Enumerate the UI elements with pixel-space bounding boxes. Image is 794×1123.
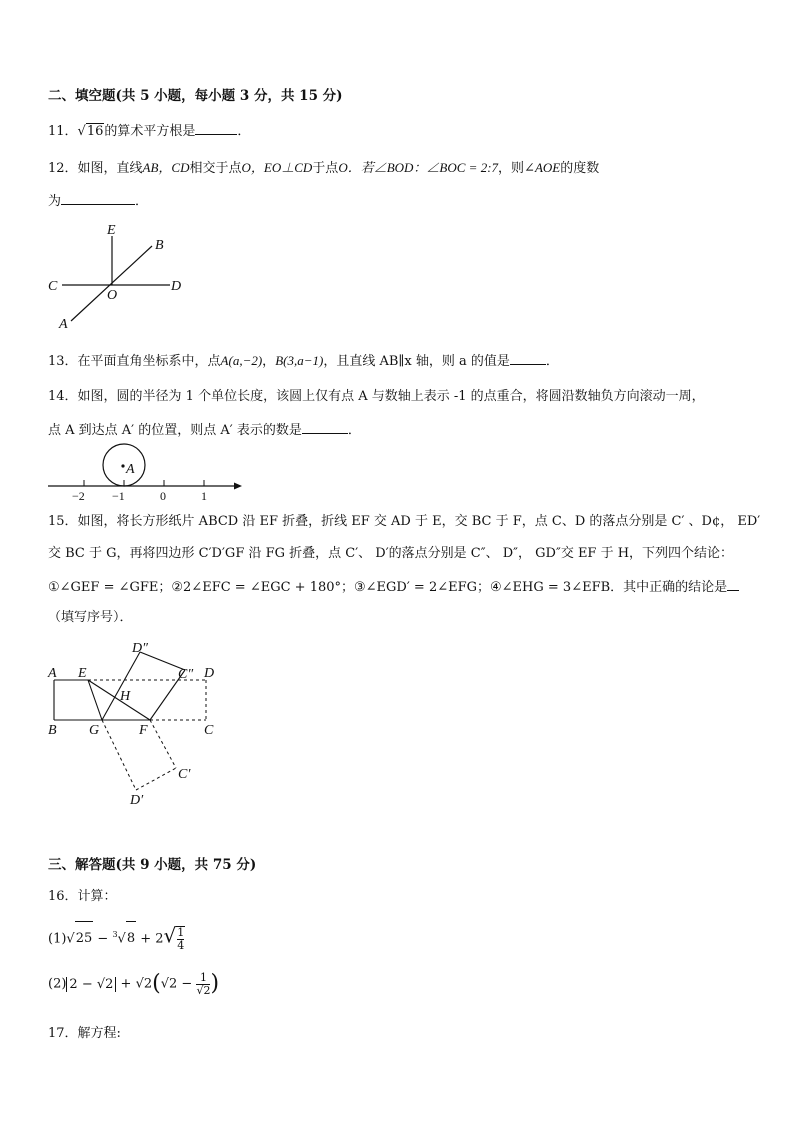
q13-point-b: B(3,a−1) — [275, 353, 324, 368]
cube-index: 3 — [112, 930, 118, 939]
tick-label-0: 0 — [160, 489, 166, 503]
answer-blank[interactable] — [61, 192, 135, 205]
label-d2: D″ — [132, 641, 148, 656]
label-d: D — [204, 666, 215, 681]
q13-text: 13．在平面直角坐标系中，点 — [48, 354, 221, 369]
sqrt-symbol: √ — [77, 124, 86, 139]
part-label: (1) — [48, 931, 67, 947]
answer-blank[interactable] — [727, 578, 739, 591]
question-17-title: 17．解方程: — [48, 1026, 121, 1041]
label-e: E — [78, 666, 87, 681]
q11-number: 11． — [48, 124, 78, 139]
label-c: C — [48, 279, 58, 294]
q15-conclusions: ①∠GEF = ∠GFE；②2∠EFC = ∠EGC + 180°；③∠EGD′ = 2∠EFG；④∠EHG = 3∠EFB．其中正确的结论是 — [48, 580, 728, 595]
answer-blank[interactable] — [510, 352, 546, 365]
q12-wei: 为 — [48, 194, 62, 209]
q11-text: 的算术平方根是 — [104, 124, 196, 139]
label-c: C — [204, 723, 214, 738]
question-16-title: 16．计算： — [48, 889, 117, 904]
q11-radicand: 16 — [86, 124, 104, 139]
question-15-line4: （填写序号）． — [48, 610, 133, 625]
question-14-line1: 14．如图，圆的半径为 1 个单位长度，该圆上仅有点 A 与数轴上表示 -1 的点重合，将圆沿数轴负方向滚动一周， — [48, 389, 705, 404]
label-h: H — [120, 689, 131, 704]
sqrt-symbol: √ — [117, 931, 126, 947]
label-b: B — [155, 238, 164, 253]
fraction-one-over-sqrt2: $\frac{1}{√2}$ — [196, 970, 211, 997]
question-15-line1: 15．如图，将长方形纸片 ABCD 沿 EF 折叠，折线 EF 交 AD 于 E，交 BC 于 F，点 C、D 的落点分别是 C′ 、D¢， ED′ — [48, 514, 761, 529]
sqrt-symbol: √ — [66, 931, 75, 947]
right-paren: ) — [210, 971, 220, 996]
q12-ratio: O．若∠BOD：∠BOC = 2:7 — [338, 160, 499, 175]
label-a: A — [48, 666, 57, 681]
q12-point: O， — [241, 160, 264, 175]
tick-label-1: 1 — [201, 489, 207, 503]
sqrt-symbol: √ — [163, 923, 177, 948]
answer-blank[interactable] — [195, 122, 237, 135]
label-c2: C″ — [178, 667, 194, 682]
q12-text4: 的度数 — [560, 161, 600, 176]
q14-number-line-figure — [40, 442, 250, 504]
fraction-quarter: $\frac{1}{4}$ — [177, 925, 185, 952]
plus-two: + 2 — [136, 931, 164, 947]
absolute-value: 2 − √2 — [66, 977, 116, 992]
label-c1: C′ — [178, 767, 191, 782]
q12-text2: 于点 — [312, 161, 339, 176]
q16-part1 — [48, 918, 185, 952]
section-title-solutions: 三、解答题(共 9 小题，共 75 分) — [48, 857, 257, 873]
plus-sqrt2: + √2 — [116, 976, 153, 992]
label-e: E — [107, 223, 116, 238]
question-11 — [48, 122, 250, 140]
q14-end: ． — [347, 423, 361, 438]
q12-angle: AOE — [534, 160, 561, 175]
left-paren: ( — [152, 971, 161, 996]
section-title-fill-in: 二、填空题(共 5 小题，每小题 3 分，共 15 分) — [48, 88, 343, 104]
q15-fold-figure — [40, 636, 230, 810]
q12-figure — [40, 218, 200, 336]
q16-part2 — [48, 966, 219, 1002]
question-13 — [48, 352, 559, 370]
q14-text: 点 A 到达点 A′ 的位置，则点 A′ 表示的数是 — [48, 423, 302, 438]
q13-text2: ，且直线 AB∥x 轴，则 a 的值是 — [323, 354, 510, 369]
q12-text3: ，则∠ — [498, 161, 535, 176]
question-15-line3 — [48, 578, 739, 596]
question-14-line2 — [48, 421, 361, 439]
label-o: O — [107, 288, 118, 303]
radicand-8: 8 — [126, 921, 136, 956]
question-12-line2 — [48, 192, 148, 210]
q11-end: ． — [237, 124, 251, 139]
question-15-line2: 交 BC 于 G，再将四边形 C′D′GF 沿 FG 折叠，点 C′、 D′的落点分别是 C″、 D″， GD″交 EF 于 H，下列四个结论： — [48, 546, 734, 561]
fold-line-ef — [88, 680, 150, 720]
label-a: A — [126, 462, 135, 477]
label-d1: D′ — [130, 793, 144, 808]
radicand-25: 25 — [75, 921, 94, 956]
tick-label-neg1: −1 — [112, 489, 125, 503]
question-12 — [48, 160, 599, 177]
minus-sign: − — [93, 931, 113, 947]
part-label: (2) — [48, 976, 67, 992]
q13-sep: ， — [262, 354, 276, 369]
q12-number: 12．如图，直线 — [48, 161, 143, 176]
label-a: A — [59, 317, 68, 332]
label-d: D — [171, 279, 182, 294]
tick-label-neg2: −2 — [72, 489, 85, 503]
point-a-dot — [121, 464, 124, 467]
q12-text: 相交于点 — [189, 161, 242, 176]
q13-end: ． — [545, 354, 559, 369]
answer-blank[interactable] — [302, 421, 348, 434]
q12-perp: EO⊥CD — [263, 160, 313, 175]
axis-arrow-icon — [234, 483, 242, 490]
label-g: G — [89, 723, 100, 738]
label-b: B — [48, 723, 57, 738]
inner-expr: √2 − — [160, 976, 197, 992]
label-f: F — [139, 723, 148, 738]
q12-lines: AB，CD — [142, 160, 190, 175]
q12-end: ． — [135, 194, 149, 209]
q13-point-a: A(a,−2) — [220, 353, 263, 368]
